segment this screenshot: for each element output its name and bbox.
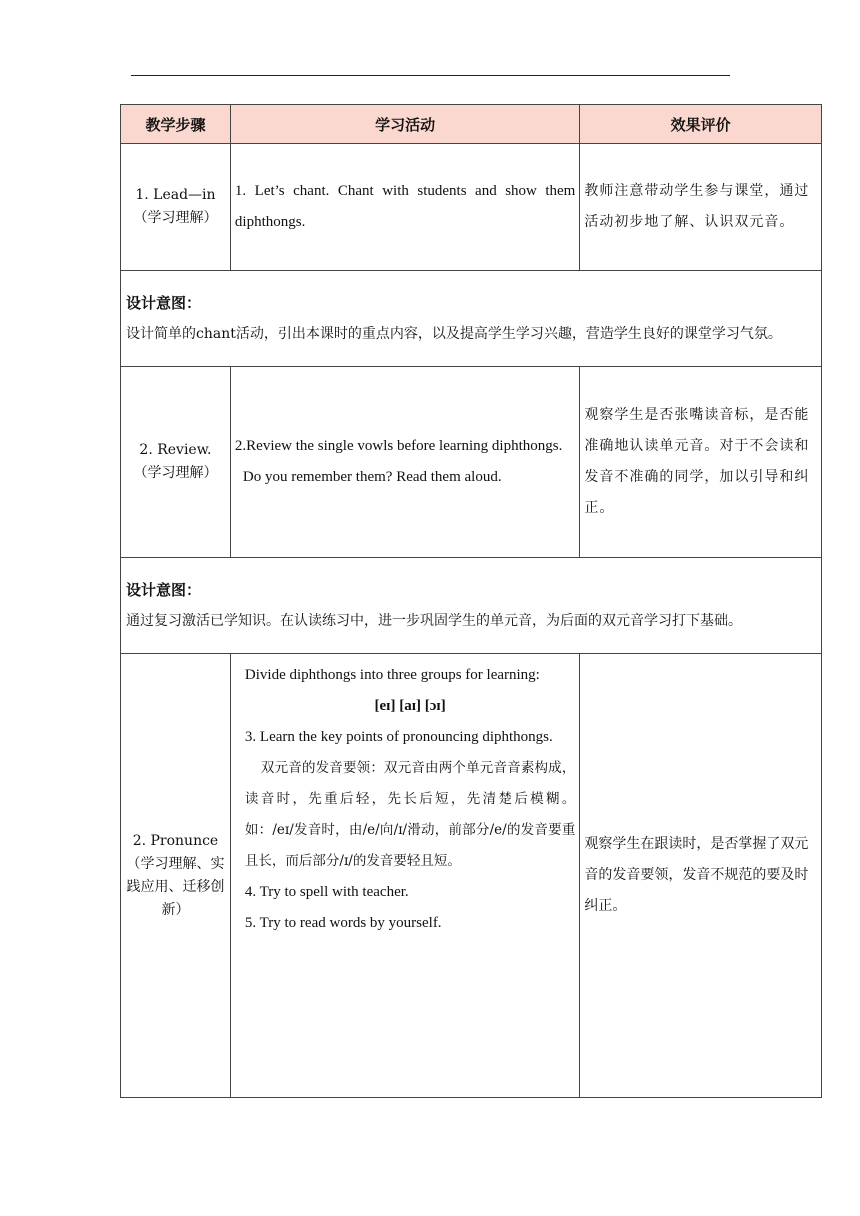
header-evaluation: 效果评价	[580, 105, 822, 144]
table-row	[121, 144, 822, 271]
design-row	[121, 271, 822, 367]
step-name: 2. Review.	[139, 442, 212, 458]
lesson-plan-table	[120, 104, 822, 1098]
header-activity: 学习活动	[230, 105, 579, 144]
activity-note: 双元音的发音要领：双元音由两个单元音音素构成，读音时，先重后轻，先长后短，先清楚后模糊。 如：/eɪ/发音时，由/e/向/ɪ/滑动，前部分/e/的发音要重且长，而后部分/ɪ/的发音要轻且短。	[244, 760, 576, 869]
design-label: 设计意图：	[126, 580, 202, 599]
activity-cell	[230, 144, 579, 271]
table-row	[121, 654, 822, 1098]
step-cell	[121, 144, 231, 271]
activity-text: 1. Let’s chant. Chant with students and show them diphthongs.	[234, 183, 576, 230]
evaluation-cell: 教师注意带动学生参与课堂，通过活动初步地了解、认识双元音。	[580, 144, 822, 271]
design-note	[121, 558, 822, 654]
phonetic-symbols: [eɪ] [aɪ] [ɔɪ]	[374, 698, 446, 714]
step-name: 1. Lead—in	[135, 187, 216, 203]
design-text: 设计简单的chant活动，引出本课时的重点内容，以及提高学生学习兴趣，营造学生良好的课堂学习气氛。	[126, 325, 782, 342]
design-text: 通过复习激活已学知识。在认读练习中，进一步巩固学生的单元音，为后面的双元音学习打下基础。	[126, 612, 742, 629]
step-cell	[121, 654, 231, 1098]
step-cell	[121, 367, 231, 558]
step-sub: （学习理解、实践应用、迁移创新）	[126, 855, 225, 918]
evaluation-cell: 观察学生在跟读时，是否掌握了双元音的发音要领，发音不规范的要及时纠正。	[580, 654, 822, 1098]
design-row	[121, 558, 822, 654]
evaluation-cell: 观察学生是否张嘴读音标，是否能准确地认读单元音。对于不会读和发音不准确的同学，加以引导和纠正。	[580, 367, 822, 558]
activity-text: 2.Review the single vowls before learning diphthongs.	[234, 438, 563, 454]
activity-text: Do you remember them? Read them aloud.	[242, 469, 502, 485]
activity-item: 5. Try to read words by yourself.	[244, 915, 442, 931]
activity-cell	[230, 654, 579, 1098]
table-header-row	[121, 105, 822, 144]
header-step: 教学步骤	[121, 105, 231, 144]
activity-item: 4. Try to spell with teacher.	[244, 884, 409, 900]
design-note	[121, 271, 822, 367]
activity-item: 3. Learn the key points of pronouncing diphthongs.	[244, 729, 553, 745]
step-name: 2. Pronunce	[132, 832, 219, 849]
activity-text: Divide diphthongs into three groups for learning:	[244, 667, 540, 683]
design-label: 设计意图：	[126, 293, 202, 312]
activity-cell	[230, 367, 579, 558]
step-sub: （学习理解）	[133, 465, 218, 481]
header-rule	[131, 75, 730, 76]
step-sub: （学习理解）	[133, 210, 218, 226]
table-row	[121, 367, 822, 558]
